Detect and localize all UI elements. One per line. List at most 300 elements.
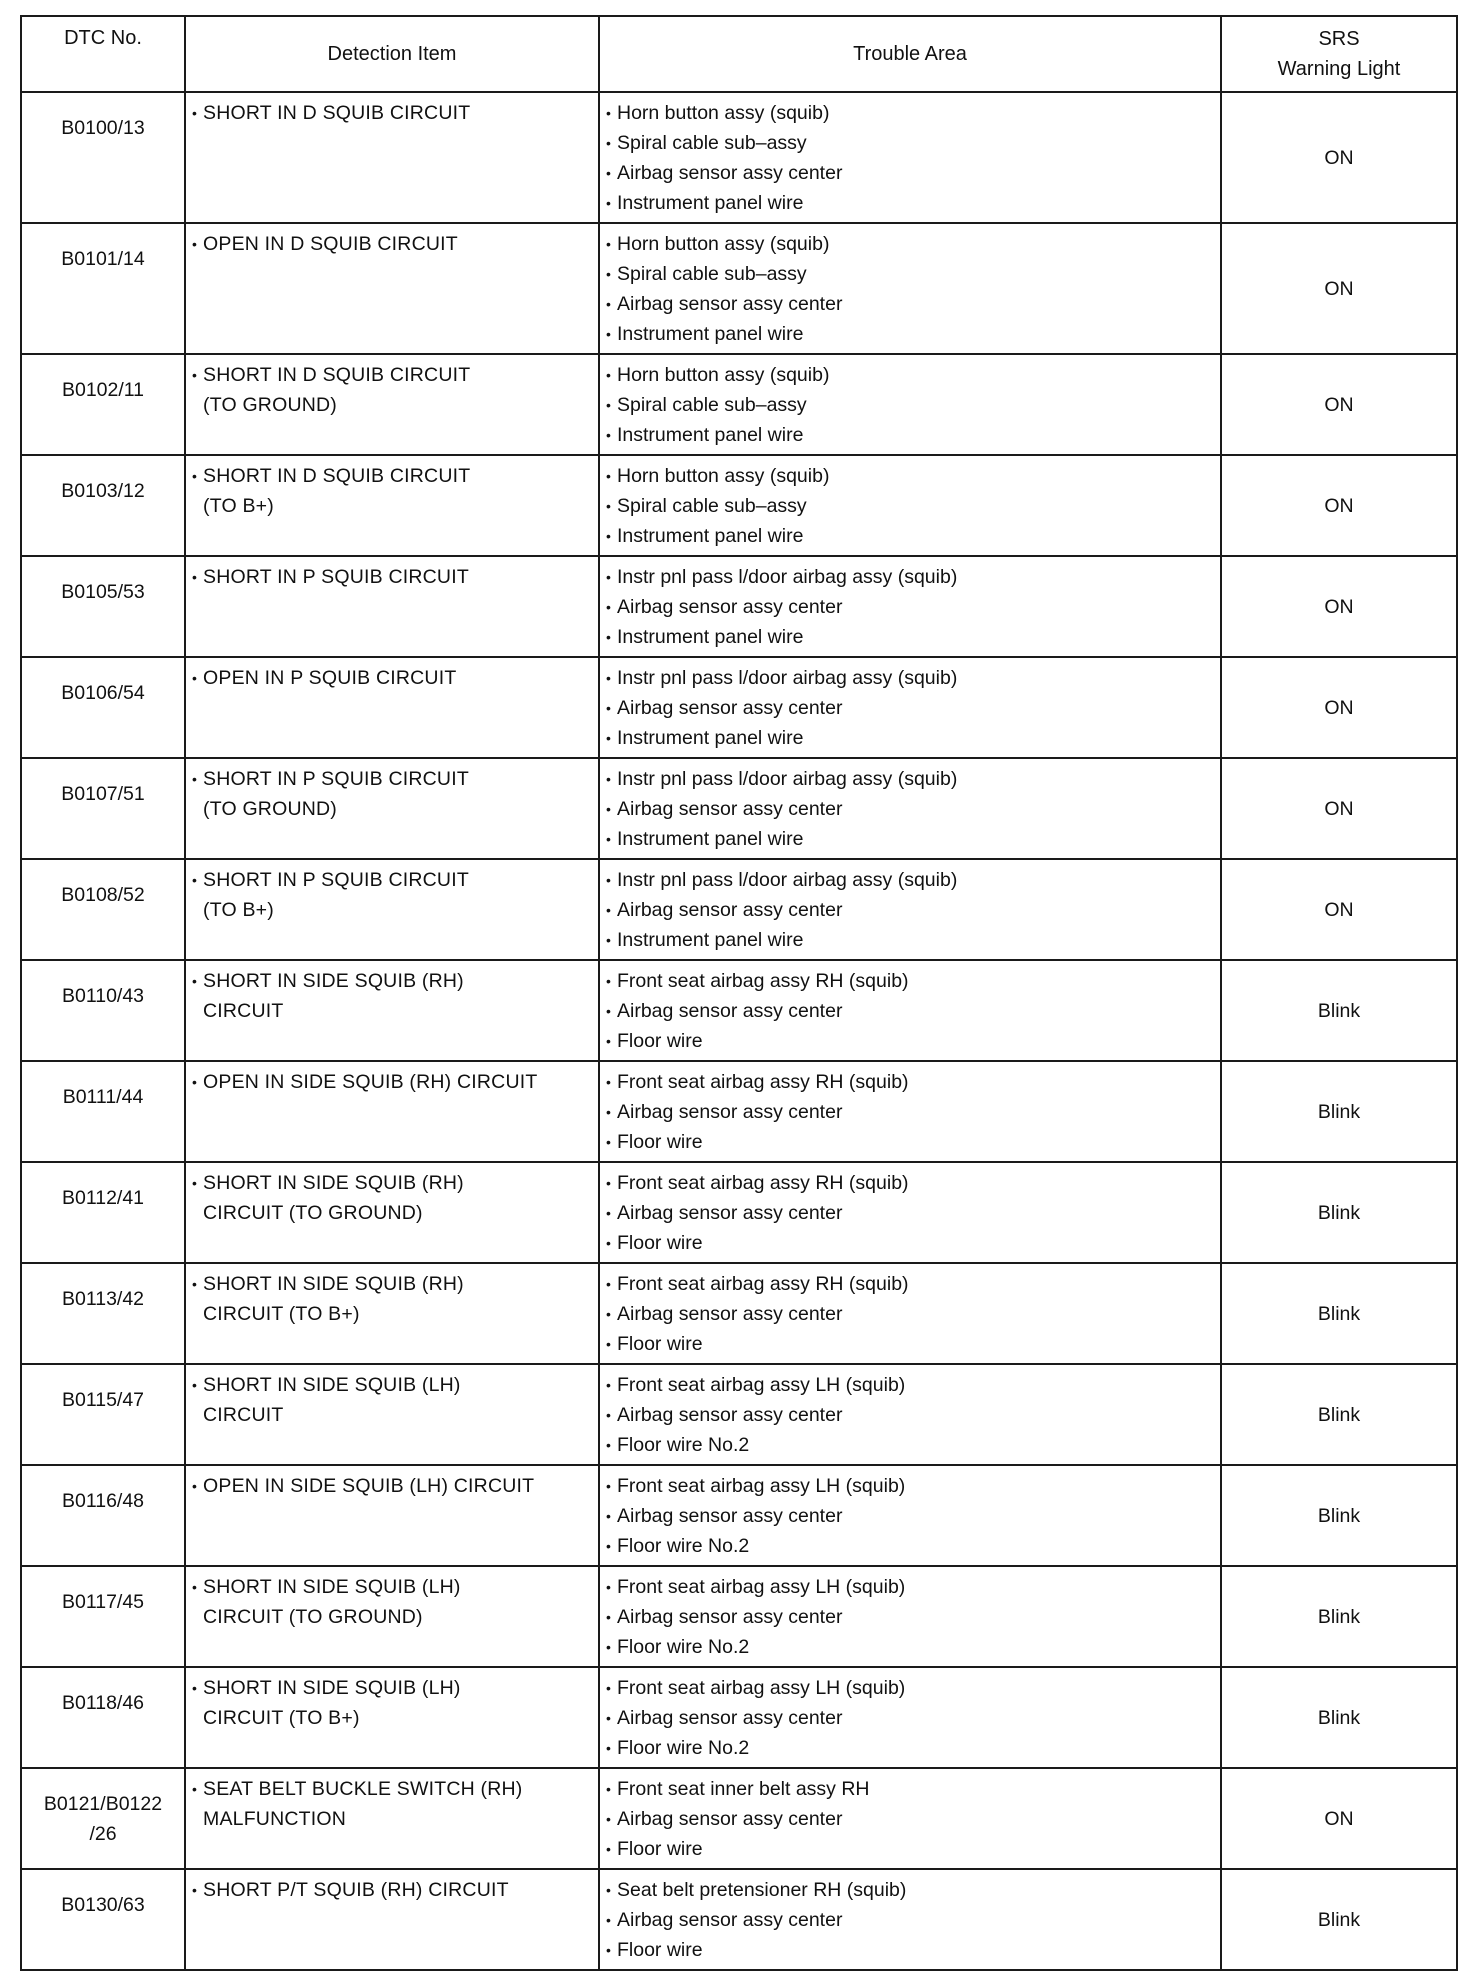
- bullet-icon: •: [606, 1508, 611, 1524]
- trouble-area-text: Floor wire: [617, 1939, 703, 1961]
- detection-item: [192, 562, 592, 592]
- detection-item-line: SHORT IN SIDE SQUIB (RH): [203, 1273, 464, 1295]
- table-row: [21, 556, 1457, 657]
- table-row: [21, 92, 1457, 223]
- trouble-area-text: Floor wire: [617, 1131, 703, 1153]
- trouble-area-text: Airbag sensor assy center: [617, 899, 843, 921]
- trouble-area-cell: [599, 1768, 1221, 1869]
- trouble-area-text: Spiral cable sub–assy: [617, 495, 807, 517]
- detection-item-line: OPEN IN P SQUIB CIRCUIT: [203, 667, 457, 689]
- trouble-area-item: [606, 562, 1214, 592]
- srs-warning-light-cell: ON: [1221, 92, 1457, 223]
- trouble-area-cell: [599, 758, 1221, 859]
- header-trouble-area: Trouble Area: [599, 16, 1221, 92]
- trouble-area-list: [606, 98, 1214, 218]
- trouble-area-cell: [599, 1667, 1221, 1768]
- trouble-area-text: Floor wire No.2: [617, 1434, 750, 1456]
- bullet-icon: •: [606, 397, 611, 413]
- trouble-area-text: Horn button assy (squib): [617, 364, 830, 386]
- bullet-icon: •: [606, 902, 611, 918]
- table-row: [21, 1162, 1457, 1263]
- bullet-icon: •: [606, 730, 611, 746]
- trouble-area-list: [606, 865, 1214, 955]
- bullet-icon: •: [192, 1276, 198, 1292]
- trouble-area-item: [606, 1127, 1214, 1157]
- trouble-area-text: Instrument panel wire: [617, 929, 804, 951]
- table-row: [21, 657, 1457, 758]
- dtc-number-text: B0103/12: [61, 480, 145, 502]
- trouble-area-text: Floor wire No.2: [617, 1636, 750, 1658]
- bullet-icon: •: [192, 670, 198, 686]
- detection-item-text: [203, 764, 592, 824]
- bullet-icon: •: [606, 1276, 611, 1292]
- detection-item-text: [203, 1572, 592, 1632]
- detection-item-text: [203, 229, 592, 259]
- detection-item: [192, 966, 592, 1026]
- table-row: [21, 1364, 1457, 1465]
- bullet-icon: •: [606, 1639, 611, 1655]
- table-row: [21, 1768, 1457, 1869]
- table-row: [21, 758, 1457, 859]
- trouble-area-list: [606, 229, 1214, 349]
- trouble-area-text: Airbag sensor assy center: [617, 1000, 843, 1022]
- trouble-area-text: Front seat airbag assy LH (squib): [617, 1677, 906, 1699]
- bullet-icon: •: [606, 1710, 611, 1726]
- dtc-number-cell: [21, 1465, 185, 1566]
- header-srs-warning-light: [1221, 16, 1457, 92]
- bullet-icon: •: [606, 872, 611, 888]
- detection-item-text: [203, 1370, 592, 1430]
- bullet-icon: •: [606, 569, 611, 585]
- dtc-number-cell: [21, 758, 185, 859]
- trouble-area-text: Airbag sensor assy center: [617, 162, 843, 184]
- detection-item-line: SHORT IN SIDE SQUIB (LH): [203, 1374, 461, 1396]
- trouble-area-text: Instrument panel wire: [617, 828, 804, 850]
- bullet-icon: •: [606, 1579, 611, 1595]
- table-row: [21, 354, 1457, 455]
- detection-item-line: CIRCUIT (TO GROUND): [203, 1606, 423, 1628]
- trouble-area-list: [606, 663, 1214, 753]
- dtc-number-text: B0102/11: [61, 379, 145, 401]
- bullet-icon: •: [192, 872, 198, 888]
- detection-item: [192, 1774, 592, 1834]
- dtc-number-cell: [21, 960, 185, 1061]
- trouble-area-text: Instrument panel wire: [617, 192, 804, 214]
- trouble-area-list: [606, 1168, 1214, 1258]
- trouble-area-text: Airbag sensor assy center: [617, 1606, 843, 1628]
- bullet-icon: •: [606, 1609, 611, 1625]
- trouble-area-item: [606, 1905, 1214, 1935]
- trouble-area-item: [606, 794, 1214, 824]
- detection-item-line: SHORT IN P SQUIB CIRCUIT: [203, 768, 469, 790]
- detection-item-line: OPEN IN SIDE SQUIB (RH) CIRCUIT: [203, 1071, 538, 1093]
- trouble-area-cell: [599, 1869, 1221, 1970]
- trouble-area-item: [606, 420, 1214, 450]
- detection-item-line: (TO B+): [203, 899, 274, 921]
- bullet-icon: •: [606, 1942, 611, 1958]
- trouble-area-text: Front seat inner belt assy RH: [617, 1778, 870, 1800]
- bullet-icon: •: [606, 1407, 611, 1423]
- detection-item: [192, 663, 592, 693]
- table-row: [21, 1061, 1457, 1162]
- trouble-area-item: [606, 1774, 1214, 1804]
- bullet-icon: •: [606, 1205, 611, 1221]
- bullet-icon: •: [192, 105, 198, 121]
- bullet-icon: •: [606, 1336, 611, 1352]
- detection-item-cell: [185, 1364, 599, 1465]
- trouble-area-item: [606, 1733, 1214, 1763]
- bullet-icon: •: [606, 1680, 611, 1696]
- trouble-area-item: [606, 1602, 1214, 1632]
- trouble-area-item: [606, 259, 1214, 289]
- trouble-area-text: Instrument panel wire: [617, 424, 804, 446]
- trouble-area-text: Airbag sensor assy center: [617, 1101, 843, 1123]
- trouble-area-item: [606, 229, 1214, 259]
- detection-item-line: OPEN IN SIDE SQUIB (LH) CIRCUIT: [203, 1475, 535, 1497]
- trouble-area-text: Airbag sensor assy center: [617, 1202, 843, 1224]
- trouble-area-item: [606, 1501, 1214, 1531]
- trouble-area-item: [606, 824, 1214, 854]
- trouble-area-item: [606, 723, 1214, 753]
- dtc-number-text: B0107/51: [61, 783, 145, 805]
- trouble-area-cell: [599, 1364, 1221, 1465]
- trouble-area-cell: [599, 657, 1221, 758]
- bullet-icon: •: [192, 1781, 198, 1797]
- detection-item-text: [203, 1673, 592, 1733]
- srs-warning-light-cell: Blink: [1221, 1667, 1457, 1768]
- srs-warning-light-cell: Blink: [1221, 1465, 1457, 1566]
- detection-item: [192, 98, 592, 128]
- trouble-area-text: Instrument panel wire: [617, 525, 804, 547]
- trouble-area-list: [606, 1471, 1214, 1561]
- srs-warning-light-cell: Blink: [1221, 1364, 1457, 1465]
- trouble-area-item: [606, 360, 1214, 390]
- dtc-number-cell: [21, 1768, 185, 1869]
- bullet-icon: •: [606, 266, 611, 282]
- bullet-icon: •: [606, 1003, 611, 1019]
- detection-item-line: CIRCUIT (TO B+): [203, 1707, 360, 1729]
- dtc-number-cell: [21, 92, 185, 223]
- dtc-number-text: B0105/53: [61, 581, 145, 603]
- dtc-table-sheet: [20, 15, 1456, 1971]
- detection-item-cell: [185, 960, 599, 1061]
- detection-item-cell: [185, 1162, 599, 1263]
- trouble-area-list: [606, 461, 1214, 551]
- bullet-icon: •: [606, 1882, 611, 1898]
- srs-warning-light-cell: Blink: [1221, 1263, 1457, 1364]
- trouble-area-text: Floor wire: [617, 1232, 703, 1254]
- dtc-number-cell: [21, 1667, 185, 1768]
- dtc-number-cell: [21, 556, 185, 657]
- trouble-area-item: [606, 764, 1214, 794]
- trouble-area-item: [606, 966, 1214, 996]
- detection-item-cell: [185, 1263, 599, 1364]
- trouble-area-text: Front seat airbag assy LH (squib): [617, 1374, 906, 1396]
- bullet-icon: •: [192, 236, 198, 252]
- trouble-area-cell: [599, 455, 1221, 556]
- bullet-icon: •: [192, 468, 198, 484]
- trouble-area-item: [606, 188, 1214, 218]
- detection-item-line: MALFUNCTION: [203, 1808, 347, 1830]
- trouble-area-item: [606, 1026, 1214, 1056]
- trouble-area-cell: [599, 1465, 1221, 1566]
- trouble-area-cell: [599, 1061, 1221, 1162]
- detection-item-line: SHORT IN SIDE SQUIB (LH): [203, 1576, 461, 1598]
- dtc-number-text: B0110/43: [61, 985, 145, 1007]
- trouble-area-list: [606, 1067, 1214, 1157]
- bullet-icon: •: [606, 1437, 611, 1453]
- trouble-area-item: [606, 865, 1214, 895]
- detection-item-cell: [185, 223, 599, 354]
- trouble-area-text: Instr pnl pass l/door airbag assy (squib): [617, 566, 958, 588]
- bullet-icon: •: [606, 1175, 611, 1191]
- detection-item-line: (TO GROUND): [203, 798, 337, 820]
- detection-item-text: [203, 1269, 592, 1329]
- detection-item-line: CIRCUIT (TO GROUND): [203, 1202, 423, 1224]
- detection-item-cell: [185, 455, 599, 556]
- bullet-icon: •: [192, 569, 198, 585]
- detection-item-text: [203, 1067, 592, 1097]
- bullet-icon: •: [606, 700, 611, 716]
- trouble-area-text: Spiral cable sub–assy: [617, 394, 807, 416]
- srs-warning-light-cell: Blink: [1221, 1566, 1457, 1667]
- detection-item-text: [203, 1875, 592, 1905]
- bullet-icon: •: [606, 1740, 611, 1756]
- table-row: [21, 1869, 1457, 1970]
- trouble-area-item: [606, 925, 1214, 955]
- dtc-number-cell: [21, 223, 185, 354]
- bullet-icon: •: [606, 1306, 611, 1322]
- trouble-area-item: [606, 98, 1214, 128]
- trouble-area-item: [606, 158, 1214, 188]
- detection-item-line: (TO GROUND): [203, 394, 337, 416]
- trouble-area-text: Floor wire No.2: [617, 1737, 750, 1759]
- trouble-area-item: [606, 289, 1214, 319]
- bullet-icon: •: [606, 801, 611, 817]
- trouble-area-text: Airbag sensor assy center: [617, 697, 843, 719]
- trouble-area-item: [606, 128, 1214, 158]
- bullet-icon: •: [606, 629, 611, 645]
- trouble-area-item: [606, 1400, 1214, 1430]
- dtc-number-text: B0115/47: [61, 1389, 145, 1411]
- trouble-area-cell: [599, 1263, 1221, 1364]
- detection-item: [192, 865, 592, 925]
- detection-item-line: SHORT IN D SQUIB CIRCUIT: [203, 364, 471, 386]
- header-srs-line1: SRS: [1318, 28, 1360, 50]
- dtc-number-text: B0130/63: [61, 1894, 145, 1916]
- bullet-icon: •: [606, 973, 611, 989]
- bullet-icon: •: [606, 1104, 611, 1120]
- trouble-area-cell: [599, 354, 1221, 455]
- bullet-icon: •: [606, 367, 611, 383]
- trouble-area-list: [606, 764, 1214, 854]
- trouble-area-text: Front seat airbag assy RH (squib): [617, 1071, 909, 1093]
- trouble-area-item: [606, 1875, 1214, 1905]
- trouble-area-list: [606, 966, 1214, 1056]
- trouble-area-item: [606, 1804, 1214, 1834]
- trouble-area-item: [606, 1632, 1214, 1662]
- detection-item-line: SHORT IN D SQUIB CIRCUIT: [203, 465, 471, 487]
- detection-item-text: [203, 562, 592, 592]
- trouble-area-item: [606, 1329, 1214, 1359]
- trouble-area-list: [606, 1673, 1214, 1763]
- trouble-area-item: [606, 1198, 1214, 1228]
- trouble-area-text: Spiral cable sub–assy: [617, 263, 807, 285]
- bullet-icon: •: [606, 1781, 611, 1797]
- srs-warning-light-cell: ON: [1221, 657, 1457, 758]
- trouble-area-item: [606, 1531, 1214, 1561]
- trouble-area-item: [606, 895, 1214, 925]
- srs-warning-light-cell: ON: [1221, 859, 1457, 960]
- dtc-number-text: B0116/48: [61, 1490, 145, 1512]
- dtc-number-cell: [21, 455, 185, 556]
- trouble-area-list: [606, 1370, 1214, 1460]
- detection-item-line: SHORT IN P SQUIB CIRCUIT: [203, 566, 469, 588]
- detection-item-line: (TO B+): [203, 495, 274, 517]
- trouble-area-item: [606, 390, 1214, 420]
- trouble-area-text: Horn button assy (squib): [617, 465, 830, 487]
- table-row: [21, 1667, 1457, 1768]
- detection-item: [192, 1370, 592, 1430]
- trouble-area-item: [606, 592, 1214, 622]
- table-body: [21, 92, 1457, 1970]
- bullet-icon: •: [606, 1235, 611, 1251]
- dtc-number-text: B0113/42: [61, 1288, 145, 1310]
- srs-warning-light-cell: ON: [1221, 354, 1457, 455]
- dtc-number-cell: [21, 1162, 185, 1263]
- trouble-area-cell: [599, 92, 1221, 223]
- detection-item-line: CIRCUIT (TO B+): [203, 1303, 360, 1325]
- bullet-icon: •: [606, 670, 611, 686]
- trouble-area-text: Floor wire: [617, 1838, 703, 1860]
- trouble-area-list: [606, 360, 1214, 450]
- srs-warning-light-cell: Blink: [1221, 1061, 1457, 1162]
- trouble-area-item: [606, 1673, 1214, 1703]
- detection-item-text: [203, 98, 592, 128]
- srs-warning-light-cell: Blink: [1221, 1869, 1457, 1970]
- bullet-icon: •: [606, 932, 611, 948]
- table-row: [21, 960, 1457, 1061]
- trouble-area-text: Front seat airbag assy LH (squib): [617, 1475, 906, 1497]
- detection-item-cell: [185, 354, 599, 455]
- detection-item-line: CIRCUIT: [203, 1000, 284, 1022]
- bullet-icon: •: [192, 1680, 198, 1696]
- trouble-area-text: Floor wire No.2: [617, 1535, 750, 1557]
- bullet-icon: •: [606, 1033, 611, 1049]
- trouble-area-text: Front seat airbag assy RH (squib): [617, 970, 909, 992]
- trouble-area-cell: [599, 1162, 1221, 1263]
- bullet-icon: •: [606, 1811, 611, 1827]
- detection-item-line: SHORT IN SIDE SQUIB (LH): [203, 1677, 461, 1699]
- trouble-area-list: [606, 1572, 1214, 1662]
- dtc-number-text: B0106/54: [61, 682, 145, 704]
- detection-item-text: [203, 1168, 592, 1228]
- trouble-area-item: [606, 1430, 1214, 1460]
- trouble-area-item: [606, 491, 1214, 521]
- trouble-area-item: [606, 1572, 1214, 1602]
- trouble-area-text: Airbag sensor assy center: [617, 1505, 843, 1527]
- trouble-area-list: [606, 1269, 1214, 1359]
- trouble-area-text: Instrument panel wire: [617, 323, 804, 345]
- detection-item-line: SHORT IN P SQUIB CIRCUIT: [203, 869, 469, 891]
- bullet-icon: •: [606, 1538, 611, 1554]
- trouble-area-text: Instr pnl pass l/door airbag assy (squib): [617, 667, 958, 689]
- dtc-number-text: B0112/41: [61, 1187, 145, 1209]
- dtc-number-cell: [21, 657, 185, 758]
- table-row: [21, 455, 1457, 556]
- dtc-number-cell: [21, 859, 185, 960]
- detection-item-line: SHORT IN SIDE SQUIB (RH): [203, 1172, 464, 1194]
- detection-item-line: SHORT IN D SQUIB CIRCUIT: [203, 102, 471, 124]
- bullet-icon: •: [606, 105, 611, 121]
- trouble-area-item: [606, 1703, 1214, 1733]
- bullet-icon: •: [606, 326, 611, 342]
- bullet-icon: •: [606, 135, 611, 151]
- detection-item: [192, 229, 592, 259]
- dtc-number-cell: [21, 1364, 185, 1465]
- dtc-number-text: B0121/B0122: [43, 1793, 163, 1815]
- bullet-icon: •: [606, 831, 611, 847]
- bullet-icon: •: [192, 771, 198, 787]
- table-row: [21, 1263, 1457, 1364]
- dtc-table: [20, 15, 1458, 1971]
- bullet-icon: •: [606, 1478, 611, 1494]
- bullet-icon: •: [606, 599, 611, 615]
- srs-warning-light-cell: ON: [1221, 455, 1457, 556]
- dtc-number-cell: [21, 354, 185, 455]
- detection-item: [192, 360, 592, 420]
- bullet-icon: •: [192, 367, 198, 383]
- detection-item-line: SHORT IN SIDE SQUIB (RH): [203, 970, 464, 992]
- bullet-icon: •: [192, 973, 198, 989]
- table-row: [21, 223, 1457, 354]
- bullet-icon: •: [606, 1841, 611, 1857]
- trouble-area-text: Instr pnl pass l/door airbag assy (squib): [617, 768, 958, 790]
- trouble-area-item: [606, 693, 1214, 723]
- dtc-number-text: B0101/14: [61, 248, 145, 270]
- bullet-icon: •: [192, 1579, 198, 1595]
- dtc-number-text: B0100/13: [61, 117, 145, 139]
- detection-item-text: [203, 1774, 592, 1834]
- trouble-area-cell: [599, 223, 1221, 354]
- detection-item: [192, 1168, 592, 1228]
- header-detection-item: Detection Item: [185, 16, 599, 92]
- trouble-area-item: [606, 996, 1214, 1026]
- trouble-area-item: [606, 521, 1214, 551]
- detection-item-cell: [185, 1061, 599, 1162]
- srs-warning-light-cell: Blink: [1221, 960, 1457, 1061]
- dtc-number-text: /26: [89, 1823, 117, 1845]
- detection-item-cell: [185, 1566, 599, 1667]
- dtc-number-cell: [21, 1061, 185, 1162]
- detection-item: [192, 1471, 592, 1501]
- trouble-area-text: Horn button assy (squib): [617, 233, 830, 255]
- bullet-icon: •: [606, 1074, 611, 1090]
- detection-item-cell: [185, 1667, 599, 1768]
- bullet-icon: •: [606, 165, 611, 181]
- srs-warning-light-cell: Blink: [1221, 1162, 1457, 1263]
- bullet-icon: •: [606, 528, 611, 544]
- bullet-icon: •: [606, 1134, 611, 1150]
- dtc-number-text: B0108/52: [61, 884, 145, 906]
- trouble-area-item: [606, 461, 1214, 491]
- bullet-icon: •: [606, 1377, 611, 1393]
- detection-item-text: [203, 461, 592, 521]
- trouble-area-text: Front seat airbag assy RH (squib): [617, 1172, 909, 1194]
- srs-warning-light-cell: ON: [1221, 223, 1457, 354]
- trouble-area-item: [606, 1228, 1214, 1258]
- trouble-area-item: [606, 1269, 1214, 1299]
